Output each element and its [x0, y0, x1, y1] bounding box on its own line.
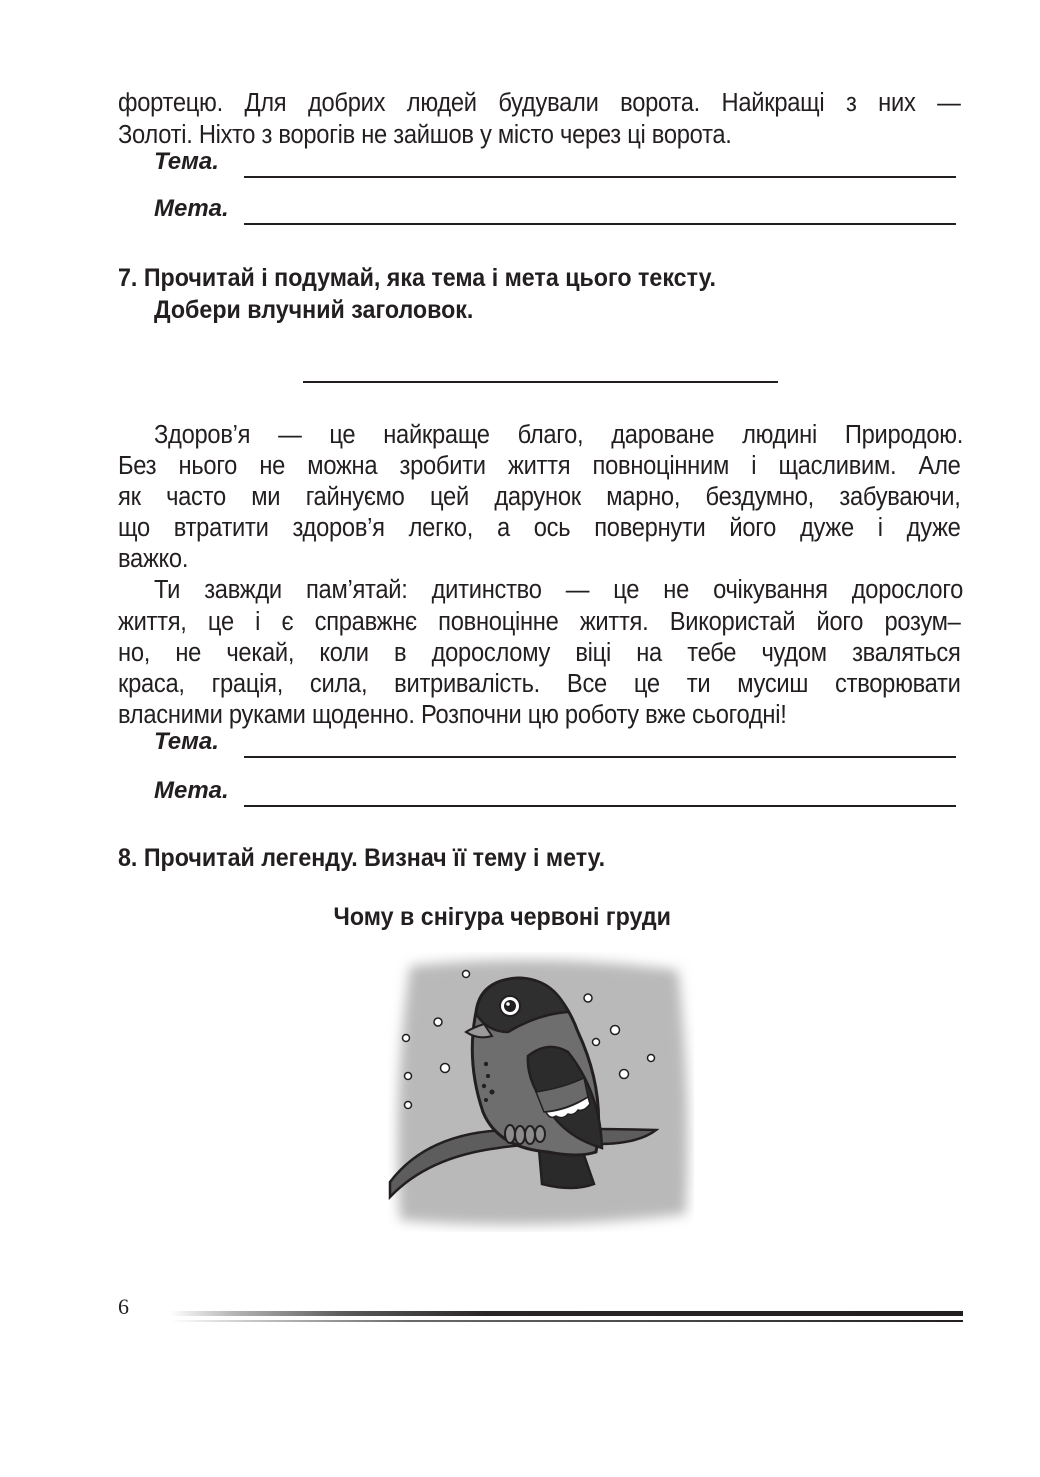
goal-answer-line[interactable]	[244, 223, 956, 225]
theme-answer-line[interactable]	[244, 756, 956, 758]
task-7-instruction: 7. Прочитай і подумай, яка тема і мета цього тексту.	[118, 264, 716, 292]
goal-answer-line[interactable]	[244, 805, 956, 807]
footer-rule-thin	[170, 1320, 963, 1322]
title-answer-line[interactable]	[303, 381, 778, 383]
task-7-instruction-2: Добери влучний заголовок.	[154, 296, 474, 324]
text7-p1-line-3: як часто ми гайнуємо цей дарунок марно, бездумно, забуваючи,	[118, 483, 961, 511]
goal-label: Мета.	[154, 777, 229, 804]
bullfinch-icon	[388, 952, 694, 1232]
bullfinch-illustration	[388, 952, 694, 1232]
text7-p2-line-3: но, не чекай, коли в дорослому віці на тебе чудом зваляться	[118, 639, 961, 667]
text7-p2-line-5: власними руками щоденно. Розпочни цю роботу вже сьогодні!	[118, 701, 787, 729]
task-8-instruction: 8. Прочитай легенду. Визнач її тему і мету.	[118, 844, 606, 872]
answer-theme-7	[154, 728, 956, 762]
text7-p2-line-4: краса, грація, сила, витривалість. Все це ти мусиш створювати	[118, 670, 961, 698]
answer-theme-6	[154, 148, 956, 182]
theme-label: Тема.	[154, 148, 219, 175]
answer-goal-7	[154, 777, 956, 811]
previous-text-line-1: фортецю. Для добрих людей будували ворота. Найкращі з них —	[118, 89, 961, 117]
text7-p1-line-5: важко.	[118, 545, 189, 573]
footer-rule	[170, 1311, 963, 1316]
text7-p2-line-1: Ти завжди пам’ятай: дитинство — це не очікування дорослого	[154, 576, 964, 604]
answer-goal-6	[154, 195, 956, 229]
text7-p1-line-2: Без нього не можна зробити життя повноцінним і щасливим. Але	[118, 452, 961, 480]
page-number: 6	[118, 1294, 129, 1319]
theme-answer-line[interactable]	[244, 176, 956, 178]
previous-text-line-2: Золоті. Ніхто з ворогів не зайшов у місто через ці ворота.	[118, 121, 732, 149]
text7-p2-line-2: життя, це і є справжнє повноцінне життя. Використай його розум–	[118, 608, 961, 636]
text7-p1-line-4: що втратити здоров’я легко, а ось повернути його дуже і дуже	[118, 514, 961, 542]
text7-p1-line-1: Здоров’я — це найкраще благо, дароване людині Природою.	[154, 421, 964, 449]
legend-title: Чому в снігура червоні груди	[333, 903, 671, 931]
goal-label: Мета.	[154, 195, 229, 222]
theme-label: Тема.	[154, 728, 219, 755]
